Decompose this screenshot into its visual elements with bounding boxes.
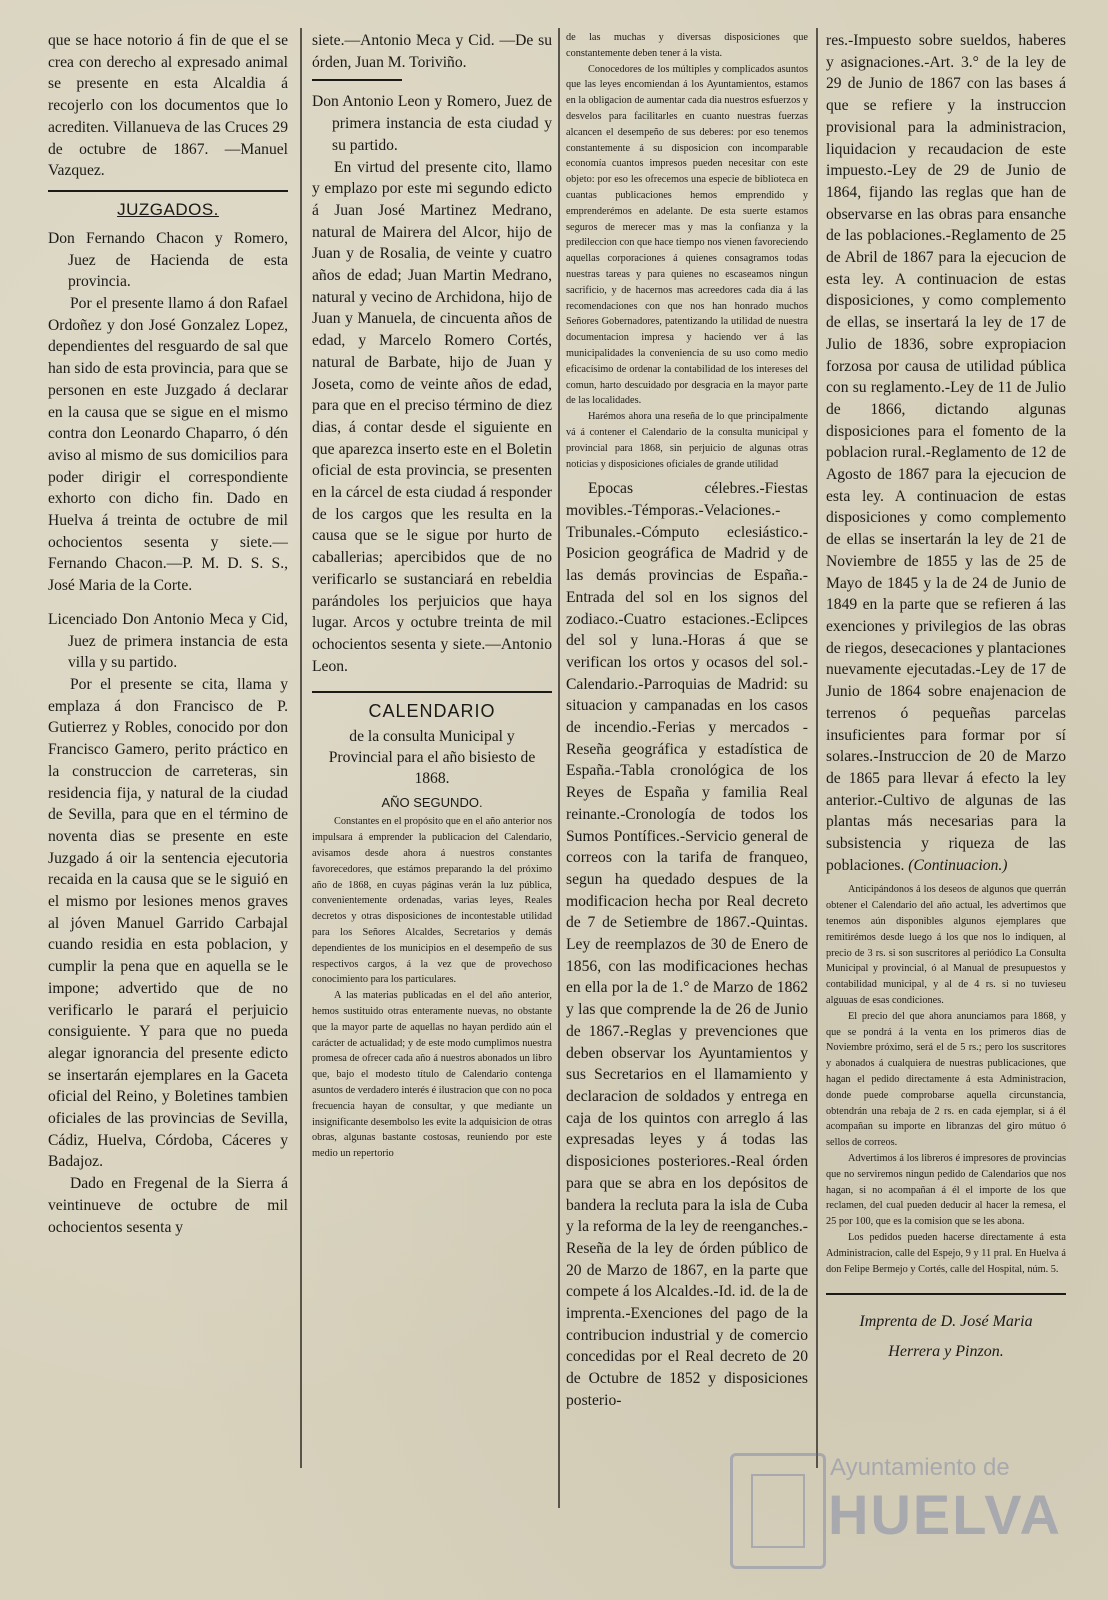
calendar-paragraph: A las materias publicadas en el del año anterior, hemos sustituido otras enteramente nuevas, no obstante que la mayor parte de aquellas no hayan perdido aún el carácter de actualidad; y de este modo cumplimos nuestra promesa de ofrecer cada año á nuestros abonados un libro que, bajo el modesto título de Calendario contenga asuntos de verdadero interés é ilustracion que con no poca frecuencia hayan de consultar, y que mediante un insignificante desembolso les evite la adquisicion de otras obras, algunas bastante costosas, reuniendo por este medio un repertorio	[312, 990, 552, 1160]
column-divider	[816, 28, 818, 1468]
printer-line: Herrera y Pinzon.	[888, 1343, 1004, 1361]
coat-of-arms-icon	[730, 1453, 826, 1569]
section-rule	[312, 691, 552, 693]
watermark-line1: Ayuntamiento de	[830, 1454, 1010, 1481]
calendar-title: CALENDARIO	[368, 701, 496, 722]
printer-line: Imprenta de D. José Maria	[859, 1313, 1033, 1331]
notice-header: Licenciado Don Antonio Meca y Cid, Juez de primera instancia de esta villa y su partido.	[48, 610, 288, 672]
notice-paragraph: El precio del que ahora anunciamos para 1868, y que se pondrá á la venta en los primeros dias de Noviembre próximo, será el de 5 rs.; pero los suscritores y abonados á cualquiera de nuestras publicaciones, que hagan el pedido directamente á esta Administracion, donde puede comprobarse aquella circunstancia, obtendrán una rebaja de 2 rs. en cada ejemplar, si á él acompañan su importe en libranzas del giro mútuo ó sellos de correos.	[826, 1010, 1066, 1149]
ayuntamiento-huelva-logo	[730, 1438, 1060, 1588]
notice-paragraph: Anticipándonos á los deseos de algunos que querrán obtener el Calendario del año actual, les advertimos que tenemos aún disponibles algunos ejemplares que remitirémos desde luego á los que nos lo indiquen, al precio de 3 rs. si son suscritores al periódico La Consulta Municipal y provincial, ó al Manual de presupuestos y contabilidad municipal, y al de 4 rs. si no tuvieseu alguuas de esas condiciones.	[826, 884, 1066, 1006]
continued-text: de las muchas y diversas disposiciones que constantemente deben tener á la vista.	[566, 32, 808, 59]
calendar-paragraph: Conocedores de los múltiples y complicados asuntos que las leyes encomiendan á los Ayuntamientos, estamos en la obligacion de aumentar cada dia nuestros esfuerzos y desvelos para facilitarles en cuanto nuestras fuerzas alcancen el desempeño de sus deberes: por eso tenemos constantemente á su disposicion con incomparable economía cuantos impresos pueden necesitar con este objeto: por eso les ofrecemos una especie de biblioteca en cuantas publicaciones hemos emprendido y emprenderémos en adelante. De esta suerte estamos seguros de merecer mas y mas la confianza y la predileccion con que hace tiempo nos vienen favoreciendo aquellas corporaciones á quienes consagramos todas nuestras tareas y para quienes no escaseamos ningun sacrificio, y de hacernos mas acreedores cada dia á las recomendaciones con que nos han honrado muchos Señores Gobernadores, patentizando la utilidad de nuestra documentacion impresa y haciendo ver á las municipalidades la conveniencia de su uso como medio eficacísimo de ordenar la contabilidad de los intereses del comun, harto descuidado por desgracia en la mayor parte de las localidades.	[566, 63, 808, 407]
calendar-subtitle: de la consulta Municipal y Provincial para el año bisiesto de 1868.	[328, 728, 536, 788]
continued-text: res.-Impuesto sobre sueldos, haberes y asignaciones.-Art. 3.° de la ley de 29 de Junio de 1867 con las bases á que se refiere y la instruccion provisional para la administracion, liquidacion y recaudacion de este impuesto.-Ley de 29 de Junio de 1864, fijando las reglas que han de observarse en las obras para ensanche de las poblaciones.-Reglamento de 25 de Abril de 1867 para la ejecucion de esta ley. A continuacion de estas disposiciones, y como complemento de ellas, se insertará la ley de 17 de Julio de 1836, sobre expropiacion forzosa por causa de utilidad pública con su reglamento.-Ley de 11 de Julio de 1866, dictando algunas disposiciones para el fomento de la poblacion rural.-Reglamento de 12 de Agosto de 1867 para la ejecucion de esta ley. A continuacion de estas disposiciones y como complemento de ellas se insertarán la ley de 21 de Noviembre de 1855 y las de 25 de Mayo de 1845 y la de 24 de Junio de 1849 en la parte que se refieren á las exenciones y privilegios de las obras de riegos, desecaciones y plantaciones nuevamente ejecutadas.-Ley de 17 de Junio de 1864 sobre enajenacion de terrenos ó pequeñas parcelas insuficientes para formar por sí solares.-Instruccion de 20 de Marzo de 1865 para llevar á efecto la ley anterior.-Cultivo de algunas de las plantas más necesarias para la subsistencia y riqueza de las poblaciones. (Continuacion.)	[826, 32, 1066, 874]
section-rule	[48, 190, 288, 192]
column-divider	[300, 28, 302, 1468]
intro-paragraph: que se hace notorio á fin de que el se crea con derecho al expresado animal se presente en esta Alcaldia á recojerlo con los documentos que lo acrediten. Villanueva de las Cruces 29 de octubre de 1867. —Manuel Vazquez.	[48, 32, 288, 180]
column-2	[312, 30, 552, 1162]
notice-body: Por el presente llamo á don Rafael Ordoñez y don José Gonzalez Lopez, dependientes del resguardo de sal que han sido de esta provincia, para que se personen en este Juzgado á declarar en la causa que se sigue en el mismo contra don Leonardo Chaparro, ó dén aviso al mismo de sus domicilios para poder dirigir el correspondiente exhorto con dicho fin. Dado en Huelva á treinta de octubre de mil ochocientos sesenta y siete.—Fernando Chacon.—P. M. D. S. S., José Maria de la Corte.	[48, 295, 288, 595]
calendar-year: AÑO SEGUNDO.	[381, 795, 483, 811]
short-rule	[312, 79, 402, 81]
section-heading: JUZGADOS.	[117, 199, 219, 219]
notice-paragraph: Los pedidos pueden hacerse directamente á esta Administracion, calle del Espejo, 9 y 11 pral. En Huelva á don Felipe Bermejo y Cortés, calle del Hospital, núm. 5.	[826, 1231, 1066, 1275]
calendar-paragraph: Constantes en el propósito que en el año anterior nos impulsara á emprender la publicacion del Calendario, avisamos desde ahora á nuestros constantes favorecedores, que estámos preparando la del próximo año de 1868, en cuyas páginas verán la luz pública, convenientemente ordenadas, varias leyes, Reales decretos y otras disposiciones de incontestable utilidad para los Señores Alcaldes, Secretarios y demás dependientes de los municipios en el desempeño de sus respectivos cargos, á la vez que de provechoso conocimiento para los particulares.	[312, 816, 552, 986]
column-divider	[558, 28, 560, 1508]
notice-header: Don Antonio Leon y Romero, Juez de primera instancia de esta ciudad y su partido.	[312, 93, 552, 154]
notice-paragraph: Advertimos á los libreros é impresores de provincias que no serviremos ningun pedido de Calendarios que nos hagan, si no acompañan á él el importe de los que reclamen, del cual pueden deducir al hacer la remesa, el 25 por 100, que es la comision que se les abona.	[826, 1152, 1066, 1228]
column-4	[826, 30, 1066, 1367]
notice-body: Por el presente se cita, llama y emplaza á don Francisco de P. Gutierrez y Robles, conocido por don Francisco Gamero, perito práctico en la construccion de carreteras, sin residencia fija, y natural de la ciudad de Sevilla, para que en el término de noventa dias se presente en este Juzgado á oir la sentencia ejecutoria recaida en la causa que se le siguió en el mismo por lesiones menos graves al jóven Manuel Garrido Carbajal cuando residia en esta poblacion, y cumplir la pena que en aquella se le impone; advertido que de no verificarlo le parará el perjuicio consiguiente. Y para que no pueda alegar ignorancia del presente edicto se insertarán ejemplares en la Gaceta oficial del Reino, y Boletines tambien oficiales de las provincias de Sevilla, Cádiz, Huelva, Córdoba, Cáceres y Badajoz.	[48, 675, 288, 1171]
section-rule	[826, 1293, 1066, 1295]
column-3	[566, 30, 808, 1412]
calendar-paragraph: Harémos ahora una reseña de lo que principalmente vá á contener el Calendario de la consulta municipal y provincial para 1868, sin perjuicio de algunas otras noticias y disposiciones oficiales de grande utilidad	[566, 411, 808, 470]
column-1	[48, 30, 288, 1238]
watermark-line2: HUELVA	[828, 1483, 1062, 1546]
notice-body: En virtud del presente cito, llamo y emplazo por este mi segundo edicto á Juan José Martinez Medrano, natural de Mairera del Alcor, hijo de Juan y de Rosalia, de veinte y cuatro años de edad; Juan Martin Medrano, natural y vecino de Archidona, hijo de Juan y Manuela, de cincuenta años de edad, y Marcelo Romero Cortés, natural de Barbate, hijo de Juan y Joseta, como de veinte años de edad, para que en el preciso término de diez dias, á contar desde el siguiente en que aparezca inserto este en el Boletin oficial de esta provincia, se presenten en la cárcel de esta ciudad á responder de los cargos que les resulta en la causa que se le sigue por hurto de caballerias; apercibidos que de no verificarlo se sustanciará en rebeldia parándoles los perjuicios que haya lugar. Arcos y octubre treinta de mil ochocientos sesenta y siete.—Antonio Leon.	[312, 158, 552, 675]
notice-close: Dado en Fregenal de la Sierra á veintinueve de octubre de mil ochocientos sesenta y	[48, 1175, 288, 1236]
continuation-note: (Continuacion.)	[908, 856, 1008, 874]
calendar-contents-list: Epocas célebres.-Fiestas movibles.-Témporas.-Velaciones.-Tribunales.-Cómputo eclesiástico.-Posicion geográfica de Madrid y de las demás provincias de España.-Entrada del sol en los signos del zodiaco.-Cuatro estaciones.-Eclipces del sol y luna.-Horas á que se verifican los ortos y ocasos del sol.-Calendario.-Parroquias de Madrid: su situacion y campanadas en los casos de incendio.-Ferias y mercados -Reseña geográfica y estadística de España.-Tabla cronológica de los Reyes de España y familia Real reinante.-Cronología de todos los Sumos Pontífices.-Servicio general de correos con la tarifa de franqueo, segun ha quedado despues de la modificacion hecha por Real decreto de 7 de Setiembre de 1867.-Quintas. Ley de reemplazos de 30 de Enero de 1856, con las modificaciones hechas en ella por la de 1.° de Marzo de 1862 y las que comprende la de 26 de Junio de 1867.-Reglas y prevenciones que deben observar los Ayuntamientos y sus Secretarios en el llamamiento y declaracion de soldados y entrega en caja de los quintos con arreglo á las expresadas leyes y á todas las disposiciones posteriores.-Real órden para que se abra en los depósitos de bandera la recluta para la isla de Cuba y la reforma de la ley de reenganches.-Reseña de la ley de órden público de 20 de Marzo de 1867, en la parte que compete á los Alcaldes.-Id. id. de la de imprenta.-Exenciones del pago de la contribucion industrial y de comercio concedidas por el Real decreto de 20 de Octubre de 1852 y disposiciones posterio-	[566, 480, 808, 1409]
continued-text: siete.—Antonio Meca y Cid. —De su órden, Juan M. Toriviño.	[312, 32, 552, 71]
notice-header: Don Fernando Chacon y Romero, Juez de Hacienda de esta provincia.	[48, 229, 288, 291]
